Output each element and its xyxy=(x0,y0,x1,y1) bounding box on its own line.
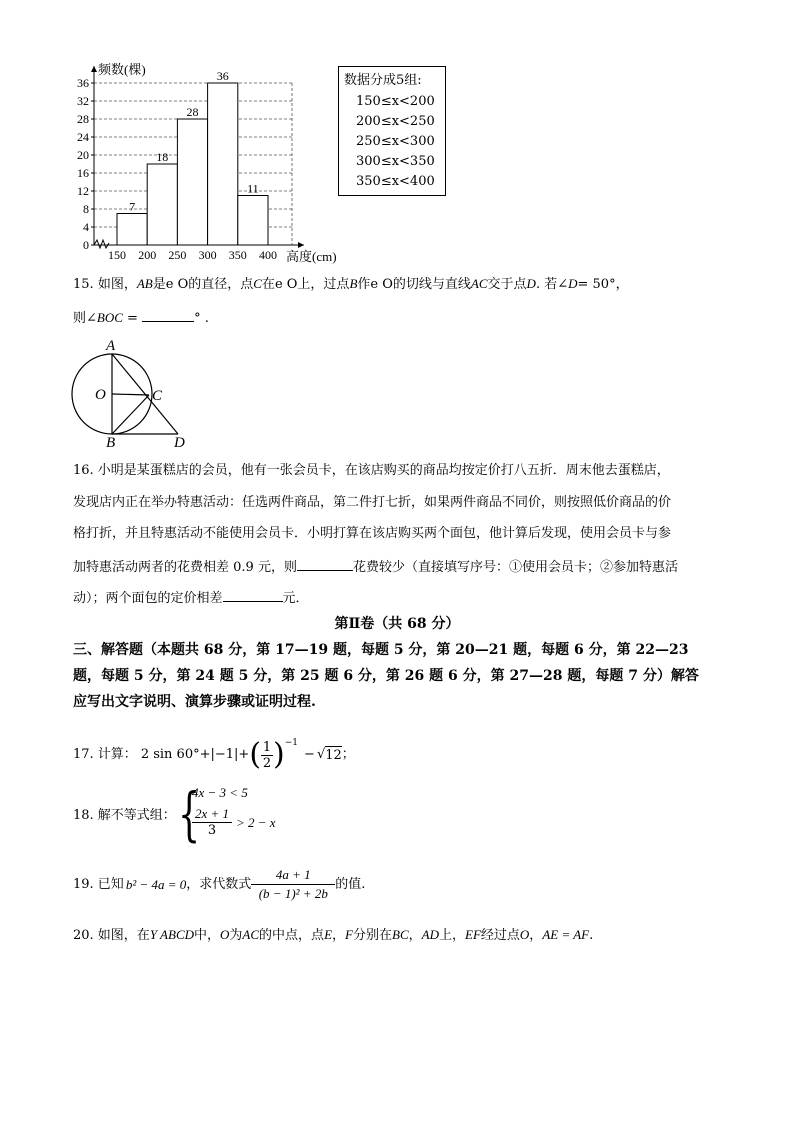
segment-bc xyxy=(112,395,149,434)
section-instructions-line2: 题，每题 5 分，第 24 题 5 分，第 25 题 6 分，第 26 题 6 分，第 27—28 题，每题 7 分）解答 xyxy=(73,668,699,684)
x-tick-label: 350 xyxy=(228,248,247,262)
legend-row: 250≤x<300 xyxy=(356,134,435,149)
legend-row: 350≤x<400 xyxy=(356,174,435,189)
y-tick-label: 8 xyxy=(83,202,89,216)
x-tick-label: 150 xyxy=(108,248,126,262)
y-tick-label: 32 xyxy=(77,94,89,108)
histogram-bar xyxy=(117,214,147,246)
bar-data-label: 11 xyxy=(247,181,259,196)
question-19: 19. 已知 b² − 4a = 0 ，求代数式 4a + 1 (b − 1)² + 2b 的值. xyxy=(73,867,366,901)
y-tick-label: 12 xyxy=(77,184,89,198)
question-16-line1: 16. 小明是某蛋糕店的会员，他有一张会员卡，在该店购买的商品均按定价打八五折．周末他去蛋糕店， xyxy=(73,463,670,478)
question-16-line3: 格打折，并且特惠活动不能使用会员卡．小明打算在该店购买两个面包，他计算后发现，使用会员卡与参 xyxy=(73,526,672,541)
brace-icon: { xyxy=(178,780,201,848)
section-instructions-line3: 应写出文字说明、演算步骤或证明过程. xyxy=(73,694,316,710)
histogram-bar xyxy=(208,83,238,245)
y-axis-title: 频数(棵) xyxy=(98,62,146,77)
question-16-line2: 发现店内正在举办特惠活动：任选两件商品，第二件打七折，如果两件商品不同价，则按照低价商品的价 xyxy=(73,495,672,510)
question-16-line4: 加特惠活动两者的花费相差 0.9 元，则 花费较少（直接填写序号：①使用会员卡；②参加特惠活 xyxy=(73,557,678,577)
section-title: 第Ⅱ卷（共 68 分） xyxy=(334,616,460,632)
question-15-line1: 15. 如图，AB是e O的直径，点C在e O上，过点B作e O的切线与直线AC交于点D. 若∠D= 50°， xyxy=(73,276,629,292)
label-b: B xyxy=(106,435,116,451)
y-tick-label: 0 xyxy=(83,238,89,252)
bar-data-label: 7 xyxy=(129,199,136,214)
inequality-1: 4x − 3 < 5 xyxy=(192,785,248,800)
histogram-chart xyxy=(60,58,337,268)
legend-row: 150≤x<200 xyxy=(356,94,435,109)
histogram-bar xyxy=(238,196,268,246)
section-instructions-line1: 三、解答题（本题共 68 分，第 17—19 题，每题 5 分，第 20—21 题，每题 6 分，第 22—23 xyxy=(73,642,689,658)
question-17: 17. 计算： 2 sin 60°+|−1|+ ( 1 2 ) −1 − √ 12 ； xyxy=(73,737,355,772)
label-c: C xyxy=(152,388,163,404)
bar-data-label: 18 xyxy=(156,150,169,164)
y-axis-arrow-icon xyxy=(91,66,97,72)
y-tick-label: 4 xyxy=(83,220,89,234)
bar-data-label: 36 xyxy=(216,69,229,83)
bar-data-label: 28 xyxy=(186,105,199,119)
histogram-bar xyxy=(177,119,207,245)
y-tick-label: 24 xyxy=(77,130,89,144)
segment-oc xyxy=(112,394,149,395)
answer-blank[interactable] xyxy=(142,308,194,322)
inequality-2: 2x + 1 3 > 2 − x xyxy=(192,806,276,839)
legend-row: 300≤x<350 xyxy=(356,154,435,169)
answer-blank[interactable] xyxy=(223,588,283,602)
x-tick-label: 400 xyxy=(259,248,277,262)
answer-blank[interactable] xyxy=(297,557,353,571)
y-tick-label: 16 xyxy=(77,166,89,180)
histogram-bar xyxy=(147,164,177,245)
x-tick-label: 200 xyxy=(138,248,157,262)
figure-15 xyxy=(66,336,196,451)
label-d: D xyxy=(174,435,185,451)
x-tick-label: 250 xyxy=(168,248,187,262)
y-tick-label: 36 xyxy=(77,76,89,90)
question-15-line2: 则∠BOC = ° . xyxy=(73,310,209,326)
x-axis-arrow-icon xyxy=(298,242,304,248)
x-tick-label: 300 xyxy=(198,248,217,262)
legend-row: 200≤x<250 xyxy=(356,114,435,129)
y-tick-label: 20 xyxy=(77,148,89,162)
legend-title: 数据分成5组: xyxy=(344,73,422,88)
question-16-line5: 动）；两个面包的定价相差 元． xyxy=(73,588,309,608)
y-tick-label: 28 xyxy=(77,112,89,126)
question-20: 20. 如图，在Y ABCD中，O为AC的中点，点E，F分别在BC，AD上，EF经过点O，AE = AF. xyxy=(73,927,594,943)
label-a: A xyxy=(106,338,116,354)
label-o: O xyxy=(95,387,106,403)
x-axis-title: 高度(cm) xyxy=(286,249,337,264)
axis-break-icon xyxy=(94,240,109,248)
question-18: 18. 解不等式组： xyxy=(73,808,176,823)
